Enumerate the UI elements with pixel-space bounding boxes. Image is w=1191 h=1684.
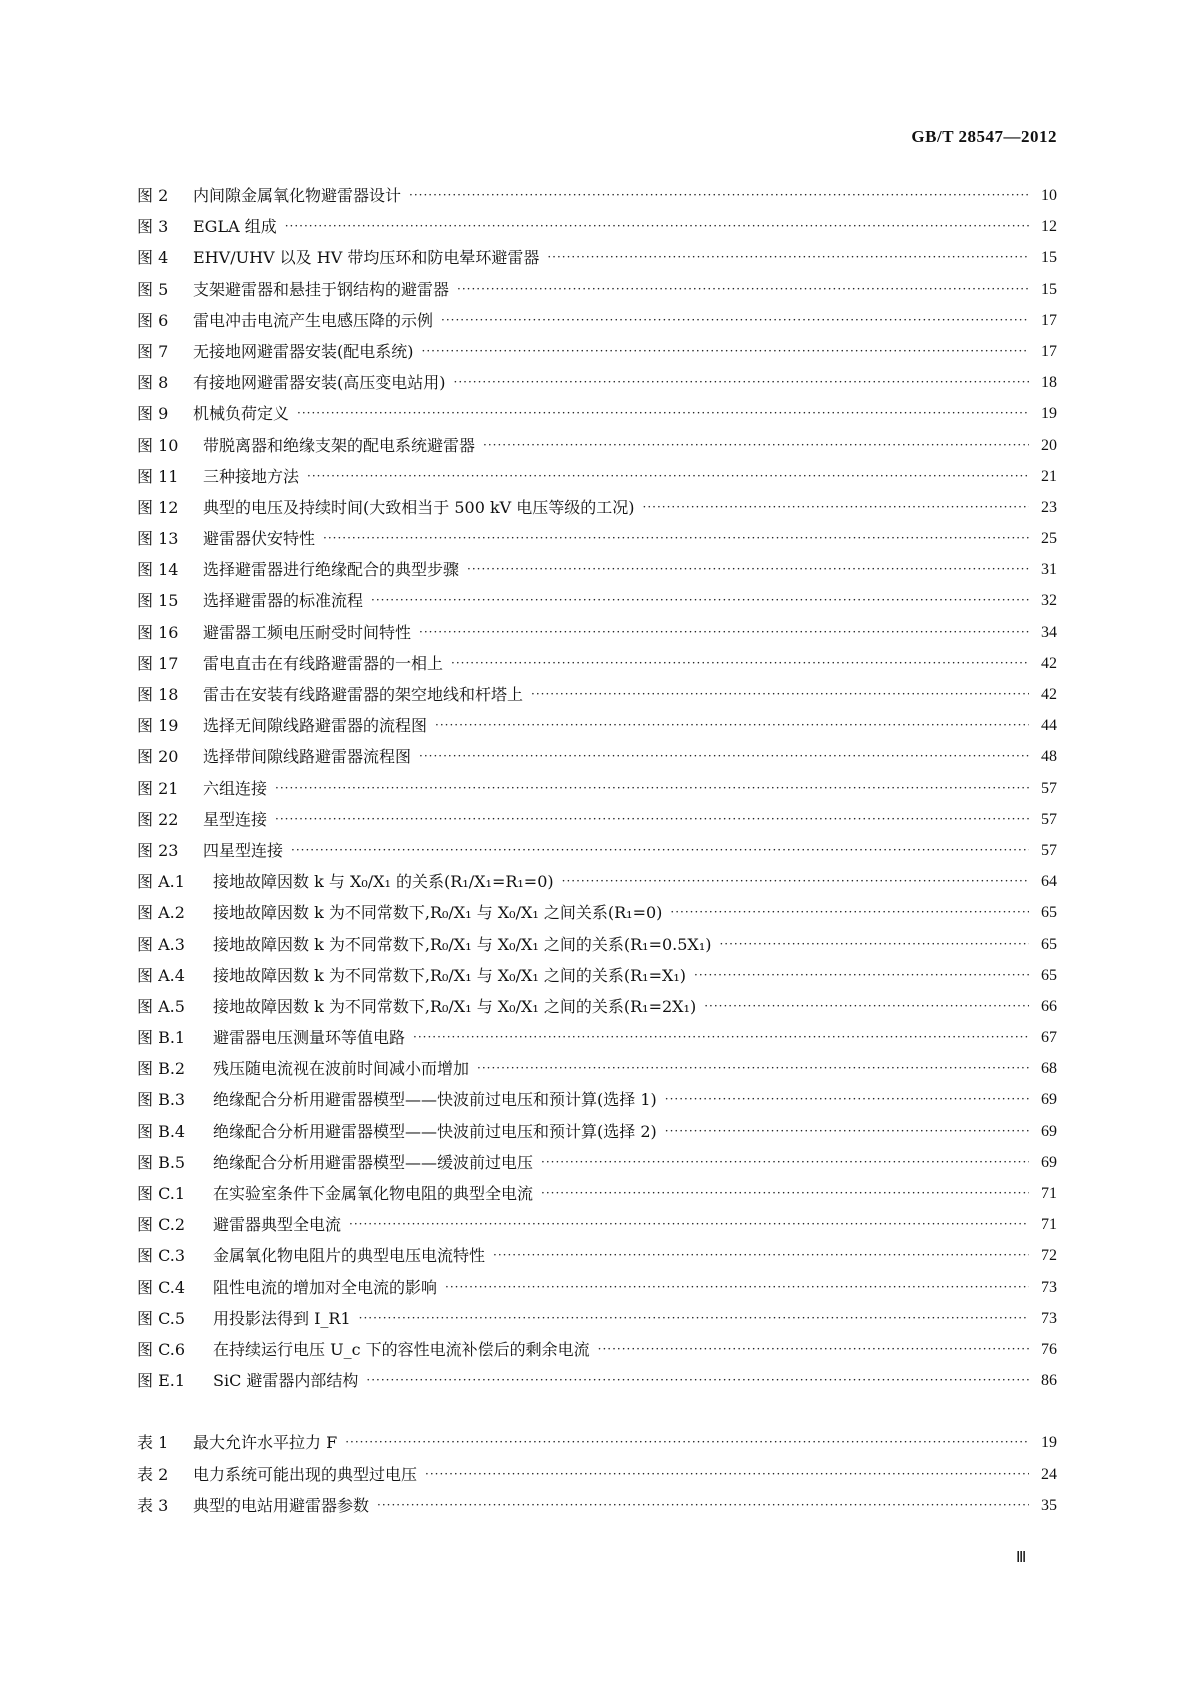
entry-label: 图 C.5 [137,1308,186,1328]
entry-label: 图 B.5 [137,1152,186,1172]
entry-page: 64 [1041,873,1057,891]
leader-dots [345,1427,1029,1458]
leader-dots [445,1272,1029,1303]
entry-title: 在持续运行电压 U_c 下的容性电流补偿后的剩余电流 [213,1339,590,1359]
entry-page: 19 [1041,405,1057,423]
leader-dots [531,679,1029,710]
figure-entry[interactable] [137,929,1057,960]
entry-page: 71 [1041,1216,1057,1234]
table-entry[interactable] [137,1427,1057,1458]
entry-page: 21 [1041,467,1057,485]
figure-entry[interactable] [137,1303,1057,1334]
figure-entry[interactable] [137,648,1057,679]
figure-entry[interactable] [137,1365,1057,1396]
leader-dots [704,991,1029,1022]
figure-entry[interactable] [137,367,1057,398]
entry-title: 最大允许水平拉力 F [193,1433,338,1453]
entry-page: 71 [1041,1185,1057,1202]
leader-dots [477,1053,1029,1084]
entry-page: 25 [1041,530,1057,548]
figure-entry[interactable] [137,523,1057,554]
leader-dots [541,1178,1029,1209]
figure-entry[interactable] [137,804,1057,835]
figure-entry[interactable] [137,1053,1057,1084]
entry-label: 图 B.4 [137,1121,186,1141]
leader-dots [425,1459,1029,1490]
leader-dots [291,835,1029,866]
leader-dots [694,960,1029,991]
entry-page: 72 [1041,1247,1057,1265]
leader-dots [419,741,1029,772]
entry-title: 机械负荷定义 [193,404,290,424]
leader-dots [483,430,1029,461]
figure-entry[interactable] [137,741,1057,772]
entry-title: 无接地网避雷器安装(配电系统) [193,341,414,361]
figure-entry[interactable] [137,430,1057,461]
entry-page: 17 [1041,342,1057,360]
figure-entry[interactable] [137,960,1057,991]
entry-label: 图 17 [137,653,179,673]
leader-dots [670,897,1029,928]
entry-page: 20 [1041,436,1057,454]
entry-page: 65 [1041,935,1057,953]
entry-page: 18 [1041,374,1057,392]
entry-title: 残压随电流视在波前时间减小而增加 [213,1059,470,1079]
leader-dots [323,523,1029,554]
entry-page: 42 [1041,686,1057,703]
figure-entry[interactable] [137,336,1057,367]
entry-page: 86 [1041,1372,1057,1390]
table-entry[interactable] [137,1490,1057,1521]
entry-label: 图 C.1 [137,1184,186,1203]
figure-entry[interactable] [137,773,1057,804]
figure-entry[interactable] [137,991,1057,1022]
entry-title: 三种接地方法 [203,466,300,486]
figure-entry[interactable] [137,710,1057,741]
entry-page: 57 [1041,841,1057,859]
leader-dots [422,336,1030,367]
entry-title: 接地故障因数 k 与 X₀/X₁ 的关系(R₁/X₁=R₁=0) [213,872,554,892]
entry-title: 支架避雷器和悬挂于钢结构的避雷器 [193,279,450,299]
figure-entry[interactable] [137,617,1057,648]
entry-title: 电力系统可能出现的典型过电压 [193,1464,418,1484]
leader-dots [275,773,1029,804]
entry-title: 雷击在安装有线路避雷器的架空地线和杆塔上 [203,685,524,704]
figure-entry[interactable] [137,866,1057,897]
standard-code: GB/T 28547—2012 [911,127,1057,146]
entry-page: 31 [1041,561,1057,579]
entry-label: 图 E.1 [137,1371,186,1391]
entry-page: 12 [1041,218,1057,236]
entry-page: 17 [1041,311,1057,329]
entry-label: 表 3 [137,1495,169,1515]
entry-label: 图 22 [137,809,179,829]
entry-page: 34 [1041,623,1057,641]
figure-entry[interactable] [137,242,1057,273]
entry-label: 图 C.6 [137,1339,186,1359]
leader-dots [467,554,1029,585]
leader-dots [643,492,1029,523]
entry-title: 避雷器典型全电流 [213,1215,342,1235]
entry-label: 图 14 [137,560,179,580]
entry-label: 图 B.1 [137,1028,186,1048]
entry-label: 图 C.4 [137,1277,186,1297]
leader-dots [275,804,1029,835]
leader-dots [377,1490,1029,1521]
leader-dots [541,1147,1029,1178]
entry-label: 图 18 [137,685,179,704]
entry-title: 选择带间隙线路避雷器流程图 [203,747,412,767]
figure-entry[interactable] [137,897,1057,928]
entry-title: 雷电冲击电流产生电感压降的示例 [193,310,434,330]
entry-page: 57 [1041,810,1057,828]
entry-label: 图 6 [137,310,169,330]
figure-entry[interactable] [137,1147,1057,1178]
leader-dots [371,585,1029,616]
entry-page: 42 [1041,654,1057,672]
table-entry[interactable] [137,1459,1057,1490]
entry-page: 15 [1041,249,1057,267]
figure-entry[interactable] [137,1334,1057,1365]
entry-label: 图 15 [137,591,179,611]
figure-entry[interactable] [137,1178,1057,1209]
figure-entry[interactable] [137,585,1057,616]
entry-page: 57 [1041,779,1057,797]
entry-page: 73 [1041,1278,1057,1296]
figure-entry[interactable] [137,679,1057,710]
leader-dots [665,1116,1029,1147]
figure-entry[interactable] [137,1022,1057,1053]
leader-dots [409,180,1029,211]
entry-page: 10 [1041,187,1057,204]
figure-entry[interactable] [137,1084,1057,1115]
section-gap [137,1396,1057,1427]
entry-title: 四星型连接 [203,840,284,860]
leader-dots [359,1303,1029,1334]
leader-dots [454,367,1030,398]
figure-entry[interactable] [137,274,1057,305]
entry-title: 绝缘配合分析用避雷器模型——快波前过电压和预计算(选择 2) [213,1121,657,1141]
entry-title: 避雷器电压测量环等值电路 [213,1028,406,1048]
entry-page: 73 [1041,1309,1057,1327]
entry-title: 避雷器工频电压耐受时间特性 [203,622,412,642]
leader-dots [435,710,1029,741]
leader-dots [562,866,1029,897]
leader-dots [457,274,1029,305]
entry-page: 15 [1041,280,1057,298]
entry-label: 图 A.5 [137,996,185,1016]
leader-dots [349,1209,1029,1240]
entry-title: 绝缘配合分析用避雷器模型——快波前过电压和预计算(选择 1) [213,1090,657,1110]
entry-page: 69 [1041,1122,1057,1140]
entry-title: 避雷器伏安特性 [203,529,316,549]
entry-title: 接地故障因数 k 为不同常数下,R₀/X₁ 与 X₀/X₁ 之间的关系(R₁=0.5X₁) [213,934,712,954]
entry-title: 选择无间隙线路避雷器的流程图 [203,716,428,736]
entry-title: 典型的电压及持续时间(大致相当于 500 kV 电压等级的工况) [203,497,635,517]
entry-title: 星型连接 [203,809,268,829]
entry-label: 图 13 [137,529,179,549]
entry-title: 有接地网避雷器安装(高压变电站用) [193,373,446,393]
figure-entry[interactable] [137,1209,1057,1240]
entry-label: 图 11 [137,466,179,486]
entry-title: 选择避雷器的标准流程 [203,591,364,611]
entry-label: 图 A.4 [137,965,185,985]
leader-dots [451,648,1029,679]
leader-dots [419,617,1029,648]
entry-label: 图 C.3 [137,1246,186,1266]
entry-label: 图 8 [137,373,169,393]
entry-page: 76 [1041,1340,1057,1358]
entry-label: 图 B.3 [137,1090,186,1110]
table-list [137,1427,1057,1521]
entry-label: 图 21 [137,778,179,798]
entry-page: 69 [1041,1091,1057,1109]
entry-label: 图 B.2 [137,1059,186,1079]
entry-label: 图 9 [137,404,169,424]
figure-entry[interactable] [137,492,1057,523]
entry-label: 图 4 [137,248,169,268]
entry-title: 接地故障因数 k 为不同常数下,R₀/X₁ 与 X₀/X₁ 之间的关系(R₁=2X₁) [213,996,697,1016]
figure-entry[interactable] [137,554,1057,585]
entry-title: 带脱离器和绝缘支架的配电系统避雷器 [203,435,476,455]
leader-dots [307,461,1029,492]
toc-list [137,180,1057,1521]
entry-title: 金属氧化物电阻片的典型电压电流特性 [213,1246,486,1266]
leader-dots [493,1240,1029,1271]
entry-title: 雷电直击在有线路避雷器的一相上 [203,653,444,673]
entry-title: SiC 避雷器内部结构 [213,1371,359,1391]
entry-label: 图 A.3 [137,934,185,954]
entry-page: 35 [1041,1496,1057,1514]
figure-entry[interactable] [137,211,1057,242]
entry-title: 典型的电站用避雷器参数 [193,1495,370,1515]
entry-label: 图 C.2 [137,1215,186,1235]
entry-label: 图 A.1 [137,872,185,892]
entry-label: 图 23 [137,840,179,860]
entry-title: 接地故障因数 k 为不同常数下,R₀/X₁ 与 X₀/X₁ 之间的关系(R₁=X₁) [213,965,687,985]
leader-dots [598,1334,1029,1365]
entry-title: 阻性电流的增加对全电流的影响 [213,1277,438,1297]
entry-title: 六组连接 [203,778,268,798]
entry-label: 图 7 [137,341,169,361]
leader-dots [297,398,1029,429]
entry-title: EGLA 组成 [193,217,277,237]
entry-page: 44 [1041,717,1057,735]
figure-entry[interactable] [137,305,1057,336]
entry-label: 图 19 [137,716,179,736]
entry-label: 图 16 [137,622,179,642]
entry-label: 图 20 [137,747,179,767]
entry-page: 69 [1041,1153,1057,1171]
entry-title: 在实验室条件下金属氧化物电阻的典型全电流 [213,1184,534,1203]
figure-entry[interactable] [137,1272,1057,1303]
entry-title: 内间隙金属氧化物避雷器设计 [193,186,402,205]
leader-dots [665,1084,1029,1115]
page-number: Ⅲ [1016,1550,1027,1566]
figure-entry[interactable] [137,461,1057,492]
leader-dots [413,1022,1029,1053]
entry-page: 67 [1041,1029,1057,1047]
leader-dots [285,211,1029,242]
figure-entry[interactable] [137,1116,1057,1147]
entry-page: 65 [1041,966,1057,984]
entry-label: 表 2 [137,1464,169,1484]
entry-page: 19 [1041,1434,1057,1452]
figure-entry[interactable] [137,835,1057,866]
entry-label: 图 3 [137,217,169,237]
entry-page: 66 [1041,997,1057,1015]
entry-label: 图 A.2 [137,903,185,923]
entry-label: 图 2 [137,186,169,205]
entry-page: 32 [1041,592,1057,610]
entry-title: EHV/UHV 以及 HV 带均压环和防电晕环避雷器 [193,248,540,268]
entry-label: 图 5 [137,279,169,299]
entry-label: 表 1 [137,1433,169,1453]
entry-label: 图 12 [137,497,179,517]
figure-entry[interactable] [137,398,1057,429]
leader-dots [366,1365,1029,1396]
entry-title: 接地故障因数 k 为不同常数下,R₀/X₁ 与 X₀/X₁ 之间关系(R₁=0) [213,903,663,923]
entry-title: 用投影法得到 I_R1 [213,1308,351,1328]
leader-dots [441,305,1029,336]
entry-page: 48 [1041,748,1057,766]
leader-dots [547,242,1029,273]
entry-label: 图 10 [137,435,179,455]
entry-page: 68 [1041,1060,1057,1078]
entry-page: 23 [1041,498,1057,516]
figure-entry[interactable] [137,180,1057,211]
entry-page: 65 [1041,904,1057,922]
figure-list [137,180,1057,1396]
leader-dots [719,929,1029,960]
figure-entry[interactable] [137,1240,1057,1271]
entry-page: 24 [1041,1465,1057,1483]
entry-title: 选择避雷器进行绝缘配合的典型步骤 [203,560,460,580]
entry-title: 绝缘配合分析用避雷器模型——缓波前过电压 [213,1152,534,1172]
